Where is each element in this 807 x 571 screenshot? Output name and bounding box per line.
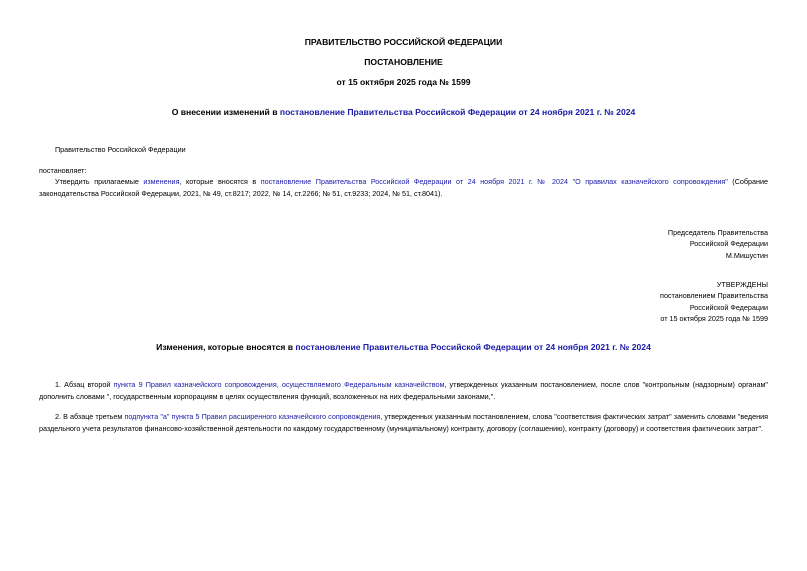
- approved-line2: постановлением Правительства: [660, 291, 768, 301]
- date-number-heading: от 15 октября 2025 года № 1599: [336, 77, 471, 87]
- document-title: [0, 107, 807, 117]
- changes-title-prefix: Изменения, которые вносятся в: [156, 342, 296, 352]
- approved-line3: Российской Федерации: [689, 302, 768, 312]
- government-heading: ПРАВИТЕЛЬСТВО РОССИЙСКОЙ ФЕДЕРАЦИИ: [304, 37, 503, 47]
- p1-text-a: Утвердить прилагаемые: [55, 177, 144, 186]
- signature-line2: Российской Федерации: [689, 239, 768, 249]
- title-prefix: О внесении изменений в: [171, 107, 280, 117]
- p1-text-c: (Собрание законодательства Российской Федерации, 2021, № 49, ст.8217; 2022, № 14, ст.2266; № 51, ст.9233; 2024, № 51, ст.8041).: [39, 177, 768, 198]
- p1-link-changes[interactable]: изменения: [143, 177, 180, 186]
- signature-line1: Председатель Правительства: [667, 228, 768, 237]
- approved-line4: от 15 октября 2025 года № 1599: [660, 313, 768, 323]
- change-item-1: [39, 379, 768, 402]
- decides-text: постановляет:: [39, 166, 87, 175]
- changes-title: [0, 342, 807, 352]
- item2-link[interactable]: подпункта "а" пункта 5 Правил расширенного казначейского сопровождения: [124, 412, 381, 421]
- title-link[interactable]: постановление Правительства Российской Федерации от 24 ноября 2021 г. № 2024: [279, 107, 636, 117]
- item1-text-b: , утвержденных указанным постановлением, после слов "контрольным (надзорным) органам" дополнить словами ", государственным корпорациям в целях осуществления функций, возложенных на них федеральными законами,".: [39, 380, 768, 401]
- signature-line3: М.Мишустин: [725, 250, 768, 260]
- item2-text-b: , утвержденных указанным постановлением, слова "соответствия фактических затрат" заменить словами "ведения раздельного учета результатов финансово-хозяйственной деятельности по каждому государственному (муниципальному) контракту, договору (соглашению), контракту (договору) и соответствия фактических затрат".: [39, 412, 768, 433]
- changes-title-link[interactable]: постановление Правительства Российской Федерации от 24 ноября 2021 г. № 2024: [295, 342, 651, 352]
- item1-text-a: 1. Абзац второй: [55, 380, 114, 389]
- approved-block: [660, 279, 768, 324]
- issuer-text: Правительство Российской Федерации: [55, 145, 186, 154]
- signature-block: [668, 227, 768, 261]
- approved-line1: УТВЕРЖДЕНЫ: [716, 280, 768, 289]
- item1-link[interactable]: пункта 9 Правил казначейского сопровождения, осуществляемого Федеральным казначейством: [113, 380, 445, 389]
- p1-text-b: , которые вносятся в: [179, 177, 261, 186]
- change-item-2: [39, 411, 768, 434]
- doc-type-heading: ПОСТАНОВЛЕНИЕ: [364, 57, 443, 67]
- item2-text-a: 2. В абзаце третьем: [55, 412, 125, 421]
- p1-link-resolution[interactable]: постановление Правительства Российской Федерации от 24 ноября 2021 г. № 2024 "О правилах казначейского сопровождения": [260, 177, 728, 186]
- paragraph-approve: [39, 176, 768, 199]
